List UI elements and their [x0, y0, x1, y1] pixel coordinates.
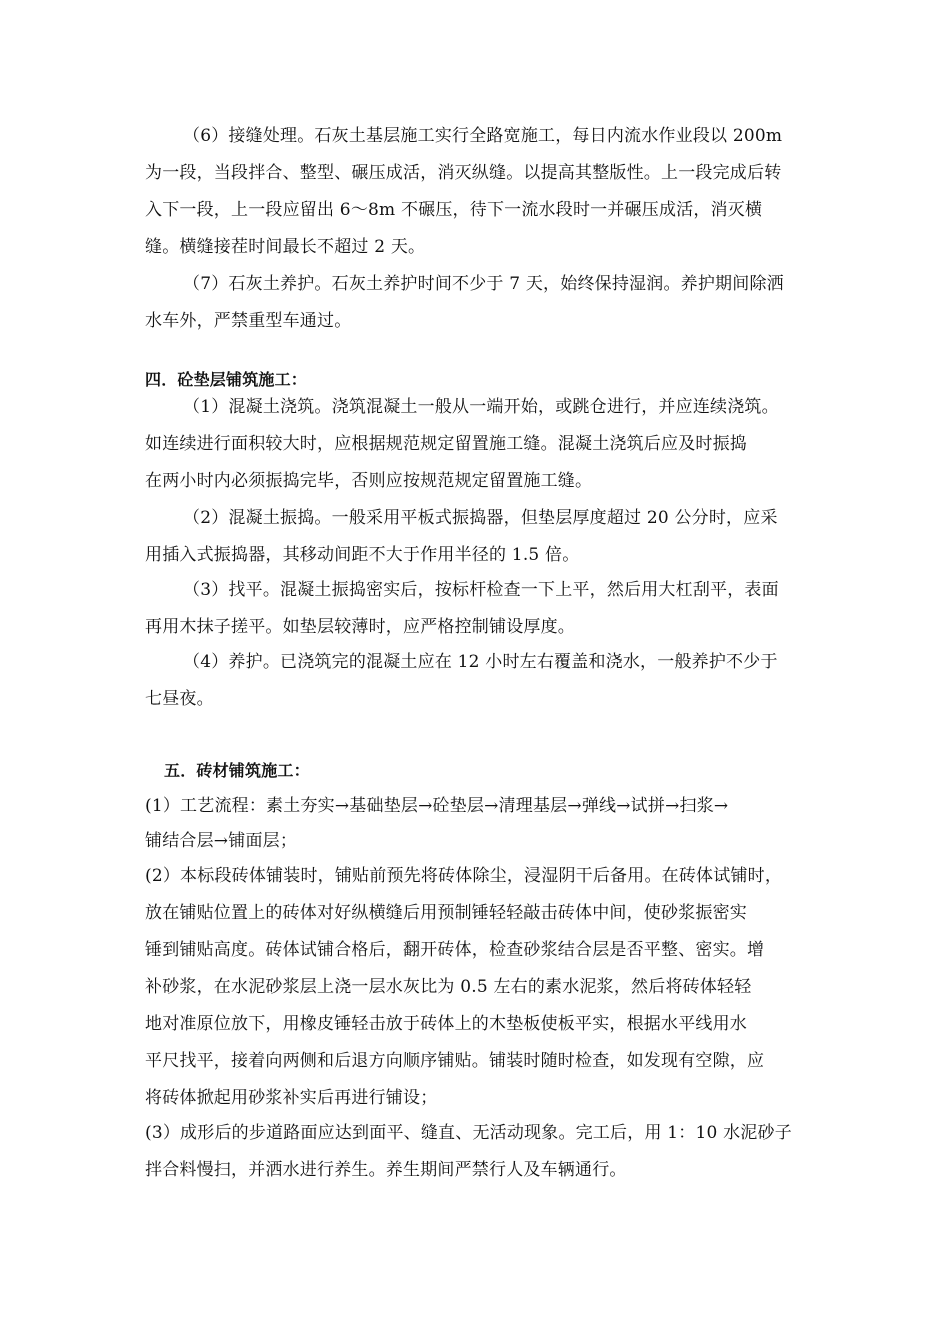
section-5-p2-line-1: (2）本标段砖体铺装时，铺贴前预先将砖体除尘，浸湿阴干后备用。在砖体试铺时，: [145, 866, 783, 886]
section-4-p3-line-2: 再用木抹子搓平。如垫层较薄时，应严格控制铺设厚度。: [145, 617, 575, 637]
section-4-p1-line-2: 如连续进行面积较大时，应根据规范规定留置施工缝。混凝土浇筑后应及时振捣: [145, 434, 747, 454]
section-4-p2-line-2: 用插入式振捣器，其移动间距不大于作用半径的 1.5 倍。: [145, 545, 580, 565]
section-5-p2-line-6: 平尺找平，接着向两侧和后退方向顺序铺贴。铺装时随时检查，如发现有空隙，应: [145, 1051, 765, 1071]
section-5-p2-line-7: 将砖体掀起用砂浆补实后再进行铺设；: [145, 1088, 438, 1108]
section-4-p1-line-1: （1）混凝土浇筑。浇筑混凝土一般从一端开始，或跳仓进行，并应连续浇筑。: [183, 397, 779, 417]
section-4-p4-line-1: （4）养护。已浇筑完的混凝土应在 12 小时左右覆盖和浇水，一般养护不少于: [183, 652, 778, 672]
paragraph-6-line-1: （6）接缝处理。石灰土基层施工实行全路宽施工，每日内流水作业段以 200m: [183, 126, 783, 146]
section-5-p2-line-3: 锤到铺贴高度。砖体试铺合格后，翻开砖体，检查砂浆结合层是否平整、密实。增: [145, 940, 765, 960]
paragraph-6-line-3: 入下一段，上一段应留出 6～8m 不碾压，待下一流水段时一并碾压成活，消灭横: [145, 200, 763, 220]
section-4-p2-line-1: （2）混凝土振捣。一般采用平板式振捣器，但垫层厚度超过 20 公分时，应采: [183, 508, 778, 528]
paragraph-7-line-1: （7）石灰土养护。石灰土养护时间不少于 7 天，始终保持湿润。养护期间除洒: [183, 274, 784, 294]
paragraph-6-line-2: 为一段，当段拌合、整型、碾压成活，消灭纵缝。以提高其整版性。上一段完成后转: [145, 163, 782, 183]
section-4-p4-line-2: 七昼夜。: [145, 689, 214, 709]
section-5-p1-line-1: (1）工艺流程：素土夯实→基础垫层→砼垫层→清理基层→弹线→试拼→扫浆→: [145, 796, 729, 816]
paragraph-7-line-2: 水车外，严禁重型车通过。: [145, 311, 352, 331]
section-5-p1-line-2: 铺结合层→铺面层；: [145, 831, 298, 851]
section-4-p3-line-1: （3）找平。混凝土振捣密实后，按标杆检查一下上平，然后用大杠刮平，表面: [183, 580, 779, 600]
paragraph-6-line-4: 缝。横缝接茬时间最长不超过 2 天。: [145, 237, 426, 257]
section-5-p2-line-4: 补砂浆，在水泥砂浆层上浇一层水灰比为 0.5 左右的素水泥浆，然后将砖体轻轻: [145, 977, 752, 997]
section-4-p1-line-3: 在两小时内必须振捣完毕，否则应按规范规定留置施工缝。: [145, 471, 593, 491]
section-5-heading: 五．砖材铺筑施工：: [164, 761, 310, 780]
section-5-p3-line-2: 拌合料慢扫，并洒水进行养生。养生期间严禁行人及车辆通行。: [145, 1160, 627, 1180]
section-5-p2-line-2: 放在铺贴位置上的砖体对好纵横缝后用预制锤轻轻敲击砖体中间，使砂浆振密实: [145, 903, 747, 923]
section-5-p3-line-1: (3）成形后的步道路面应达到面平、缝直、无活动现象。完工后，用 1：10 水泥砂子: [145, 1123, 792, 1143]
section-5-p2-line-5: 地对准原位放下，用橡皮锤轻击放于砖体上的木垫板使板平实，根据水平线用水: [145, 1014, 747, 1034]
section-4-heading: 四．砼垫层铺筑施工：: [145, 370, 308, 389]
